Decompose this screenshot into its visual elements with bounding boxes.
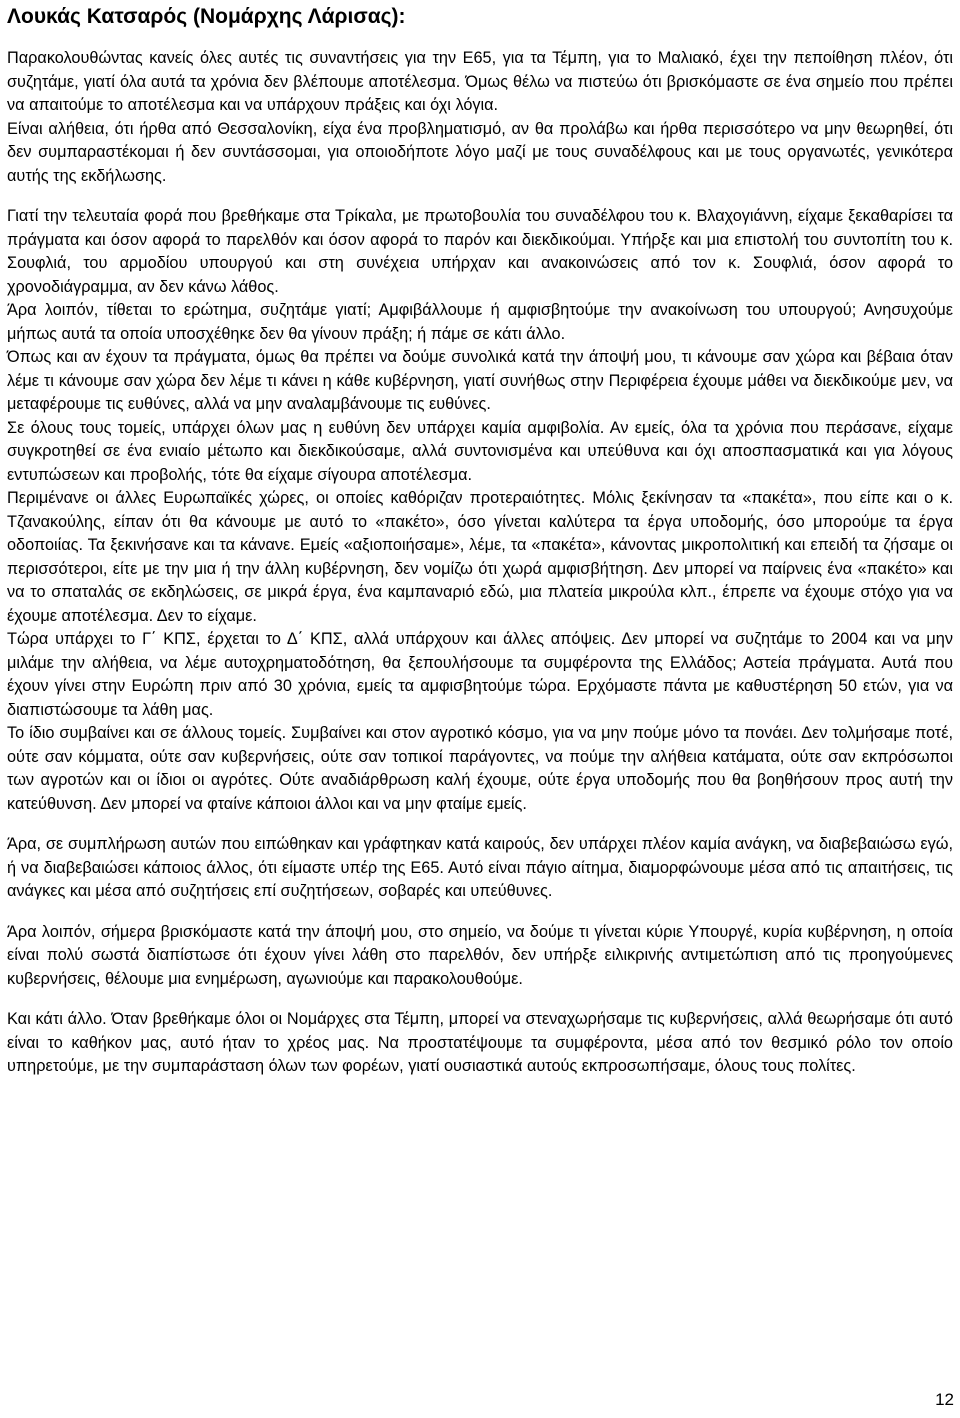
page-number: 12 (935, 1390, 954, 1409)
paragraph-8: Τώρα υπάρχει το Γ΄ ΚΠΣ, έρχεται το Δ΄ ΚΠΣ, αλλά υπάρχουν και άλλες απόψεις. Δεν μπορεί να συζητάμε το 2004 και να μην μιλάμε την αλήθεια, να λέμε αυτοχρηματοδότηση, θα ξεπουλήσουμε τα συμφέροντα της Ελλάδος; Αστεία πράγματα. Αυτά που έχουν γίνει στην Ευρώπη πριν από 30 χρόνια, εμείς τα αμφισβητούμε τώρα. Ερχόμαστε πάντα με καθυστέρηση 50 ετών, για να διαπιστώσουμε τα λάθη μας. (7, 630, 953, 719)
document-page (7, 4, 953, 1079)
speaker-heading: Λουκάς Κατσαρός (Νομάρχης Λάρισας): (7, 5, 406, 28)
paragraph-12: Και κάτι άλλο. Όταν βρεθήκαμε όλοι οι Νομάρχες στα Τέμπη, μπορεί να στεναχωρήσαμε τις κυβερνήσεις, αλλά θεωρήσαμε ότι αυτό είναι το καθήκον μας, αυτό ήταν το χρέος μας. Να προστατέψουμε τα συμφέροντα, μέσα από τον θεσμικό ρόλο τον οποίο υπηρετούμε, με την συμπαράσταση όλων των φορέων, γιατί ουσιαστικά αυτούς εκπροσωπήσαμε, όλους τους πολίτες. (7, 1010, 953, 1075)
paragraph-3: Γιατί την τελευταία φορά που βρεθήκαμε στα Τρίκαλα, με πρωτοβουλία του συναδέλφου του κ. Βλαχογιάννη, είχαμε ξεκαθαρίσει τα πράγματα και όσον αφορά το παρελθόν και όσον αφορά το παρόν και διεκδικούμαι. Υπήρξε και μια επιστολή του συντοπίτη του κ. Σουφλιά, του αρμοδίου υπουργού και στη συνέχεια υπήρχαν και ανακοινώσεις από τον κ. Σουφλιά, όσον αφορά το χρονοδιάγραμμα, αν δεν κάνω λάθος. (7, 207, 953, 296)
paragraph-5: Όπως και αν έχουν τα πράγματα, όμως θα πρέπει να δούμε συνολικά κατά την άποψή μου, τι κάνουμε σαν χώρα και βέβαια όταν λέμε τι κάνουμε σαν χώρα δεν λέμε τι κάνει η κάθε κυβέρνηση, γιατί συνήθως στην Περιφέρεια έχουμε μάθει να διεκδικούμε μεν, να μεταφέρουμε τις ευθύνες, αλλά να μην αναλαμβάνουμε τις ευθύνες. (7, 348, 953, 413)
paragraph-4: Άρα λοιπόν, τίθεται το ερώτημα, συζητάμε γιατί; Αμφιβάλλουμε ή αμφισβητούμε την ανακοίνωση του υπουργού; Ανησυχούμε μήπως αυτά τα οποία υποσχέθηκε δεν θα γίνουν πράξη; ή πάμε σε κάτι άλλο. (7, 301, 953, 343)
paragraph-11: Άρα λοιπόν, σήμερα βρισκόμαστε κατά την άποψή μου, στο σημείο, να δούμε τι γίνεται κύριε Υπουργέ, κυρία κυβέρνηση, η οποία είναι πολύ σωστά διαπίστωσε ότι έχουν γίνει λάθη στο παρελθόν, δεν υπήρξε ειλικρινής αντιμετώπιση από τις προηγούμενες κυβερνήσεις, θέλουμε μια ενημέρωση, αγωνιούμε και παρακολουθούμε. (7, 922, 953, 988)
paragraph-10: Άρα, σε συμπλήρωση αυτών που ειπώθηκαν και γράφτηκαν κατά καιρούς, δεν υπάρχει πλέον καμία ανάγκη, να διαβεβαιώσω εγώ, ή να διαβεβαιώσει κάποιος άλλος, ότι είμαστε υπέρ της Ε65. Αυτό είναι πάγιο αίτημα, διαμορφώνουμε μέσα από τις απαιτήσεις, τις ανάγκες και μέσα από συζητήσεις επί συζητήσεων, σοβαρές και υπεύθυνες. (7, 835, 953, 900)
paragraph-6: Σε όλους τους τομείς, υπάρχει όλων μας η ευθύνη δεν υπάρχει καμία αμφιβολία. Αν εμείς, όλα τα χρόνια που περάσανε, είχαμε συγκροτηθεί σε ένα ενιαίο μέτωπο και διεκδικούσαμε, αλλά συντονισμένα και υπεύθυνα και όχι αποσπασματικά και για λόγους εντυπώσεων και προβολής, τότε θα είχαμε σίγουρα αποτέλεσμα. (7, 418, 953, 484)
paragraph-9: Το ίδιο συμβαίνει και σε άλλους τομείς. Συμβαίνει και στον αγροτικό κόσμο, για να μην πούμε μόνο τα πονάει. Δεν τολμήσαμε ποτέ, ούτε σαν κόμματα, ούτε σαν κυβερνήσεις, ούτε σαν τοπικοί παράγοντες, να πούμε την αλήθεια κατάματα, ούτε σαν εκπρόσωποι των αγροτών και οι ίδιοι οι αγρότες. Ούτε αναδιάρθρωση καλή έχουμε, ούτε έργα υποδομής που θα βοηθήσουν προς αυτή την κατεύθυνση. Δεν μπορεί να φταίνε κάποιοι άλλοι και να μην φταίμε εμείς. (7, 724, 953, 813)
paragraph-2: Είναι αλήθεια, ότι ήρθα από Θεσσαλονίκη, είχα ένα προβληματισμό, αν θα προλάβω και ήρθα περισσότερο να μην θεωρηθεί, ότι δεν συμπαραστέκομαι ή δεν συντάσσομαι, για οποιοδήποτε λόγο μαζί με τους συναδέλφους και με τους οργανωτές, γενικότερα αυτής της εκδήλωσης. (7, 119, 953, 185)
paragraph-1: Παρακολουθώντας κανείς όλες αυτές τις συναντήσεις για την Ε65, για τα Τέμπη, για το Μαλιακό, έχει την πεποίθηση πλέον, ότι συζητάμε, γιατί όλα αυτά τα χρόνια δεν βλέπουμε αποτέλεσμα. Όμως θέλω να πιστεύω ότι βρισκόμαστε σε ένα σημείο που πρέπει να απαιτούμε το αποτέλεσμα και να υπάρχουν πράξεις και όχι λόγια. (7, 49, 953, 114)
paragraph-7: Περιμένανε οι άλλες Ευρωπαϊκές χώρες, οι οποίες καθόριζαν προτεραιότητες. Μόλις ξεκίνησαν τα «πακέτα», που είπε και ο κ. Τζανακούλης, είπαν ότι θα κάνουμε με αυτό το «πακέτο», όσο γίνεται καλύτερα τα έργα υποδομής, όσο μπορούμε τα έργα οδοποιίας. Τα ξεκινήσανε και τα κάνανε. Εμείς «αξιοποιήσαμε», λέμε, τα «πακέτα», κάνοντας μικροπολιτική και επειδή τα ζήσαμε οι περισσότεροι, είτε με την μια ή την άλλη κυβέρνηση, δεν νομίζω ότι χωρά αμφισβήτηση. Δεν μπορεί να παίρνεις ένα «πακέτο» και να το σπαταλάς σε εκδηλώσεις, σε μικρά έργα, ένα καμπαναριό εδώ, μια πλατεία μικρούλα κλπ., έπρεπε να έχουμε στόχο για να έχουμε αποτέλεσμα. Δεν το είχαμε. (7, 489, 953, 625)
